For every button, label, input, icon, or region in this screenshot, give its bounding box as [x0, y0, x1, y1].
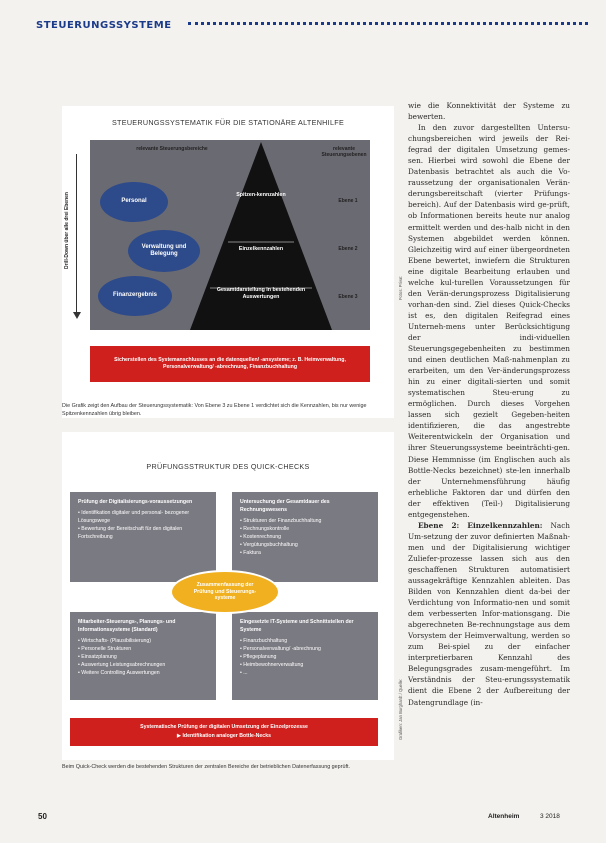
- kennzahlen-pyramid: [190, 142, 332, 330]
- level-1-label: Ebene 1: [338, 198, 358, 204]
- box-steuerungssysteme: [70, 612, 216, 700]
- box-tr-item: • Rechnungskontrolle: [240, 525, 370, 533]
- box-rechnungswesen: [232, 492, 378, 582]
- box-br-item: • Finanzbuchhaltung: [240, 637, 370, 645]
- paragraph: In den zuvor dargestellten Untersu-chungsbereichen wird jeweils der Rei-fegrad der digitalen Umsetzung gemes-sen. Hierbei wird sowohl die Ebene der Datenbasis betrachtet als auch die Vo-raussetzung der organisationalen Verän-derungsbereitschaft (vierter Prüfungs-bereich). Auf der Datenbasis wird ge-prüft, ob Informationen bereits heute nur analog ermittelt werden und des-halb nicht in den Systemen abgebildet werden können. Gleichzeitig wird auf einer übergeordneten Ebene bewertet, inwiefern die Strukturen eine digitale Bearbeitung erlauben und welche kul-turellen Voraussetzungen für den Verän-derungsprozess Digitalisierung vorhan-den sind. Ziel dieses Quick-Checks ist es, den digitalen Reifegrad eines Unterneh-mens unter Berücksichtigung der indi-viduellen Steuerungsgegebenheiten zu bestimmen und einen deutlichen Maß-nahmenplan zu erarbeiten, um den Ver-änderungsprozess hin zu einer digitali-sierten und somit systematischen Steu-erung zu ermöglichen. Durch dieses Vorgehen lassen sich gezielt Gegeben-heiten identifizieren, die das angestrebte Weiterentwickeln der Organisation und ihrer Steuerungssysteme beeinträchti-gen. Diese Hemmnisse (im Englischen auch als Bottle-Necks bezeichnet) ste-len innerhalb der Unternehmensführung häufig erhebliche Faktoren dar und dürfen den der effektiven (Teil-) Digitalisierung entgegenstehen.: [408, 123, 570, 519]
- box-tr-item: • Strukturen der Finanzbuchhaltung: [240, 517, 370, 525]
- figure-steuerungssystematik: [62, 106, 394, 418]
- box-br-item: • Pflegeplanung: [240, 653, 370, 661]
- box-bl-item: • Weitere Controlling Auswertungen: [78, 669, 208, 677]
- box-tr-item: • Faktura: [240, 549, 370, 557]
- figure2-caption: Beim Quick-Check werden die bestehenden Strukturen der zentralen Bereiche der betrieblichen Datenerfassung geprüft.: [62, 764, 350, 770]
- level-2-label: Ebene 2: [338, 246, 358, 252]
- box-tr-title: Untersuchung der Gesamtdauer des Rechnungswesens: [240, 499, 330, 514]
- box-tr-item: • Kostenrechnung: [240, 533, 370, 541]
- header-dotted-rule: [188, 22, 588, 28]
- level-3-label: Ebene 3: [338, 294, 358, 300]
- bottle-neck-line1: Systematische Prüfung der digitalen Umsetzung der Einzelprozesse: [140, 723, 308, 730]
- figure-pruefungsstruktur: [62, 432, 394, 760]
- area-personal: Personal: [100, 182, 168, 222]
- drilldown-label: Drill-Down über alle drei Ebenen: [64, 192, 70, 270]
- box-br-item: • ...: [240, 669, 370, 677]
- box-tl-item: • Bewertung der Bereitschaft für den digitalen Fortschreibung: [78, 525, 208, 541]
- issue-number: 3 2018: [540, 813, 560, 820]
- paragraph: wie die Konnektivität der Systeme zu bewerten.: [408, 101, 570, 122]
- box-it-systeme: [232, 612, 378, 700]
- box-br-item: • Personalverwaltung/ -abrechnung: [240, 645, 370, 653]
- box-bl-title: Mitarbeiter-Steuerungs-, Planungs- und Informationssysteme (Standard): [78, 619, 176, 634]
- pyramid-middle-label: Einzelkennzahlen: [238, 246, 284, 252]
- box-tr-item: • Vergütungsbuchhaltung: [240, 541, 370, 549]
- area-verwaltung: Verwaltung und Belegung: [128, 230, 200, 272]
- photo-credit: Fotos: Privat: [398, 276, 403, 300]
- graphic-credit: Grafiken: Jan Burghardt / Quelle:: [398, 678, 403, 740]
- box-bl-item: • Wirtschafts- (Plausibilisierung): [78, 637, 208, 645]
- system-connection-box: Sicherstellen des Systemanschlusses an die datenquellen/ -ansysteme; z. B. Heimverwaltung, Personalverwaltung/ -abrechnung, Finanzbuchhaltung: [90, 346, 370, 382]
- magazine-name: Altenheim: [488, 813, 520, 820]
- down-arrow-icon: [73, 312, 81, 319]
- figure1-title: STEUERUNGSSYSTEMATIK FÜR DIE STATIONÄRE ALTENHILFE: [111, 118, 345, 127]
- bottle-neck-line2-text: Identifikation analoger Bottle-Necks: [182, 733, 271, 739]
- area-finanzergebnis: Finanzergebnis: [98, 276, 172, 316]
- page-number: 50: [38, 812, 47, 821]
- figure1-caption: Die Grafik zeigt den Aufbau der Steuerungssystematik: Von Ebene 3 zu Ebene 1 verdichtet sich die Kennzahlen, bis nur wenige Spitzenkennzahlen übrig bleiben.: [62, 403, 367, 417]
- box-digitalisierungsvoraussetzungen: [70, 492, 216, 582]
- box-tl-item: • Identifikation digitaler und personal- bezogener Lösungswege: [78, 509, 208, 525]
- bottle-neck-line2: ▶ Identifikation analoger Bottle-Necks: [177, 733, 271, 739]
- box-tl-title: Prüfung der Digitalisierungs-voraussetzungen: [78, 499, 193, 505]
- ebene2-text: Nach Um-setzung der zuvor definierten Maßnah-men und der Digitalisierung wichtiger Zuliefer-prozesse lassen sich aus den geschaffenen Strukturen automatisiert aussagekräftige Kennzahlen ableiten. Das Bilden von Kennzahlen dient da-bei der Verdichtung von Informatio-nen und somit dem verbesserten Infor-mationsgang. Die abgerechneten Be-rechnungstage aus dem Vorsystem der Heimverwaltung, werden so zum Bei-spiel zu der einfacher interpretierbaren Kennzahl des Belegungsgrades zusam-mengeführt. Im Verständnis der Steu-erungssystematik dient die Ebene 2 der Aufbereitung der Datengrundlage (in-: [408, 520, 570, 707]
- ebene2-heading: Ebene 2: Einzelkennzahlen:: [418, 520, 543, 530]
- box-bl-item: • Auswertung Leistungsabrechnungen: [78, 661, 208, 669]
- quickcheck-center-ellipse: Zusammenfassung der Prüfung und Steuerungs-systeme: [170, 570, 280, 614]
- box-br-item: • Heimbewohnerverwaltung: [240, 661, 370, 669]
- pyramid-bottom-label: Gesamtdarstellung in bestehenden Auswertungen: [216, 287, 306, 300]
- box-bl-item: • Einsatzplanung: [78, 653, 208, 661]
- section-header: STEUERUNGSSYSTEME: [36, 20, 172, 31]
- figure2-title: PRÜFUNGSSTRUKTUR DES QUICK-CHECKS: [146, 462, 310, 471]
- box-br-title: Eingesetzte IT-Systeme und Schnittstellen der Systeme: [240, 619, 354, 634]
- pyramid-top-label: Spitzen-kennzahlen: [236, 192, 286, 198]
- article-text-column: [408, 100, 570, 802]
- bottle-neck-box: [70, 718, 378, 746]
- steuerungsebenen-label: relevante Steuerungsebenen: [321, 146, 367, 159]
- steuerungsbereiche-label: relevante Steuerungsbereiche: [136, 146, 208, 152]
- down-arrow-line: [76, 154, 84, 316]
- box-bl-item: • Personelle Strukturen: [78, 645, 208, 653]
